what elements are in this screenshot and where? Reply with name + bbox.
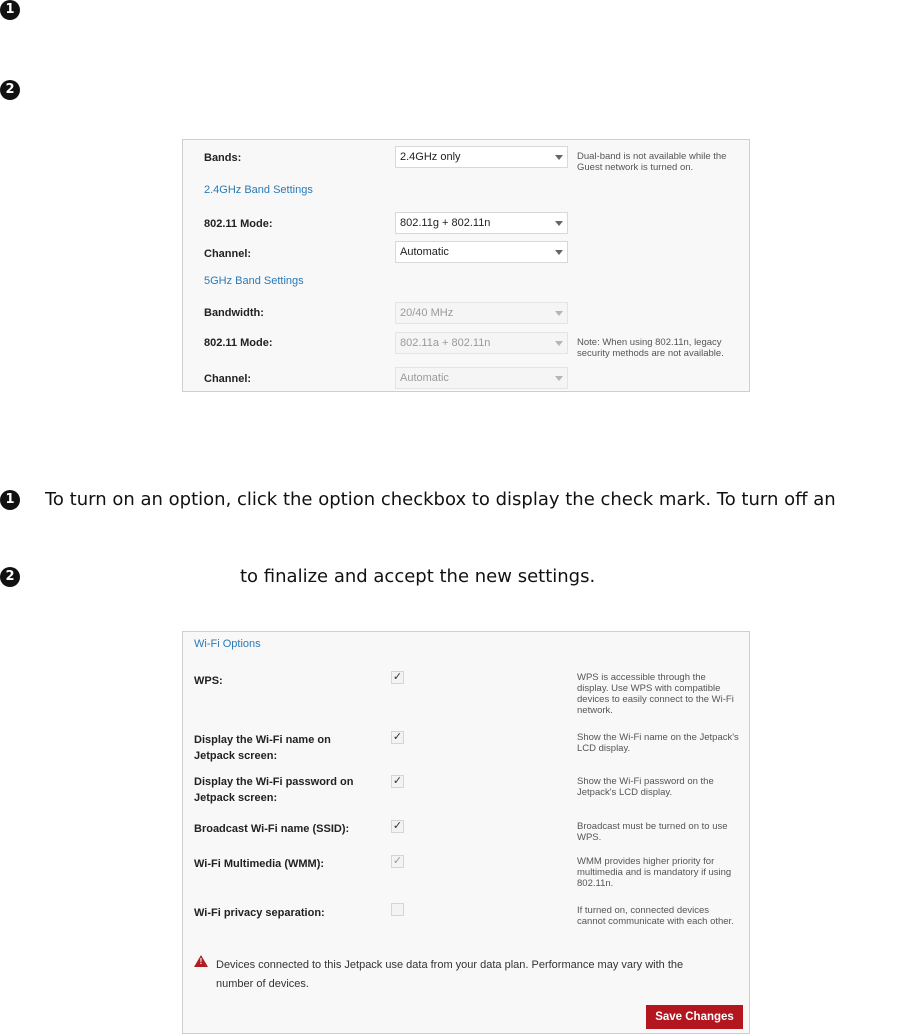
- mode-label: 802.11 Mode:: [204, 218, 273, 230]
- broadcast-ssid-checkbox[interactable]: ✓: [392, 820, 403, 832]
- option-label-line: Broadcast Wi-Fi name (SSID):: [194, 823, 350, 835]
- option-label-line: Jetpack screen:: [194, 750, 278, 762]
- band-settings-panel: [182, 139, 750, 392]
- option-note-line: WPS is accessible through the: [577, 672, 706, 683]
- option-note-line: If turned on, connected devices: [577, 905, 710, 916]
- option-note: [577, 732, 739, 754]
- option-note-line: LCD display.: [577, 743, 631, 754]
- option-label: [194, 905, 325, 921]
- bands-select[interactable]: [395, 146, 568, 168]
- mode-select-value: 802.11g + 802.11n: [400, 217, 491, 229]
- bands-select-value: 2.4GHz only: [400, 151, 461, 163]
- option-label: [194, 672, 223, 690]
- step-1-marker: 1: [0, 490, 20, 510]
- bandwidth-label: Bandwidth:: [204, 307, 264, 319]
- wmm-checkbox[interactable]: ✓: [392, 855, 403, 867]
- option-note-line: network.: [577, 705, 613, 716]
- mode5-select: [395, 332, 568, 354]
- option-label-line: Wi-Fi Multimedia (WMM):: [194, 858, 325, 870]
- option-note-line: WPS.: [577, 832, 602, 843]
- bands-note-line: Guest network is turned on.: [577, 162, 694, 173]
- option-note-line: Show the Wi-Fi password on the: [577, 776, 714, 787]
- option-label: [194, 732, 331, 764]
- chevron-down-icon: [555, 376, 563, 381]
- data-plan-warning: [216, 956, 683, 994]
- channel5-select-value: Automatic: [400, 372, 449, 384]
- chevron-down-icon: [555, 311, 563, 316]
- option-note: [577, 856, 731, 889]
- chevron-down-icon: [555, 341, 563, 346]
- channel-label: Channel:: [204, 248, 252, 260]
- mode5-label: 802.11 Mode:: [204, 337, 273, 349]
- bands-note-line: Dual-band is not available while the: [577, 151, 727, 162]
- option-note-line: Show the Wi-Fi name on the Jetpack's: [577, 732, 739, 743]
- option-note: [577, 672, 734, 716]
- warning-line: number of devices.: [216, 978, 309, 990]
- option-note-line: 802.11n.: [577, 878, 614, 889]
- mode5-note: [577, 337, 724, 359]
- option-note-line: cannot communicate with each other.: [577, 916, 734, 927]
- step-2-text: to finalize and accept the new settings.: [240, 566, 596, 587]
- step-1-marker: 1: [0, 0, 20, 20]
- channel-select[interactable]: [395, 241, 568, 263]
- option-label-line: WPS:: [194, 675, 223, 687]
- option-note-line: devices to easily connect to the Wi-Fi: [577, 694, 734, 705]
- wps-checkbox[interactable]: ✓: [392, 671, 403, 683]
- step-2-marker: 2: [0, 567, 20, 587]
- mode5-select-value: 802.11a + 802.11n: [400, 337, 491, 349]
- option-label: [194, 821, 349, 837]
- warning-icon: !: [199, 957, 203, 966]
- option-note-line: WMM provides higher priority for: [577, 856, 715, 867]
- bands-note: [577, 151, 726, 173]
- wifi-options-panel: [182, 631, 750, 1034]
- chevron-down-icon: [555, 221, 563, 226]
- step-2-marker: 2: [0, 80, 20, 100]
- option-note-line: multimedia and is mandatory if using: [577, 867, 732, 878]
- channel5-label: Channel:: [204, 373, 252, 385]
- section-5ghz-link[interactable]: 5GHz Band Settings: [204, 275, 304, 287]
- option-note-line: Broadcast must be turned on to use: [577, 821, 728, 832]
- chevron-down-icon: [555, 155, 563, 160]
- option-label-line: Jetpack screen:: [194, 792, 278, 804]
- bandwidth-select-value: 20/40 MHz: [400, 307, 454, 319]
- option-note: [577, 821, 728, 843]
- option-note-line: Jetpack's LCD display.: [577, 787, 673, 798]
- channel-select-value: Automatic: [400, 246, 449, 258]
- mode5-note-line: security methods are not available.: [577, 348, 724, 359]
- display-wifi-password-checkbox[interactable]: ✓: [392, 775, 403, 787]
- chevron-down-icon: [555, 250, 563, 255]
- option-note: [577, 776, 714, 798]
- channel5-select: [395, 367, 568, 389]
- privacy-separation-checkbox[interactable]: [391, 903, 404, 916]
- save-changes-button[interactable]: Save Changes: [646, 1005, 743, 1029]
- section-24ghz-link[interactable]: 2.4GHz Band Settings: [204, 184, 313, 196]
- option-note: [577, 905, 734, 927]
- step-1-text: To turn on an option, click the option checkbox to display the check mark. To turn off an: [45, 489, 836, 510]
- display-wifi-name-checkbox[interactable]: ✓: [392, 731, 403, 743]
- wifi-options-title: Wi-Fi Options: [194, 638, 261, 650]
- option-note-line: display. Use WPS with compatible: [577, 683, 721, 694]
- option-label-line: Display the Wi-Fi password on: [194, 776, 354, 788]
- option-label-line: Wi-Fi privacy separation:: [194, 907, 325, 919]
- bands-label: Bands:: [204, 152, 242, 164]
- warning-line: Devices connected to this Jetpack use data from your data plan. Performance may vary with the: [216, 959, 684, 971]
- mode5-note-line: Note: When using 802.11n, legacy: [577, 337, 722, 348]
- mode-select[interactable]: [395, 212, 568, 234]
- bandwidth-select: [395, 302, 568, 324]
- option-label: [194, 856, 324, 872]
- option-label-line: Display the Wi-Fi name on: [194, 734, 331, 746]
- option-label: [194, 774, 353, 806]
